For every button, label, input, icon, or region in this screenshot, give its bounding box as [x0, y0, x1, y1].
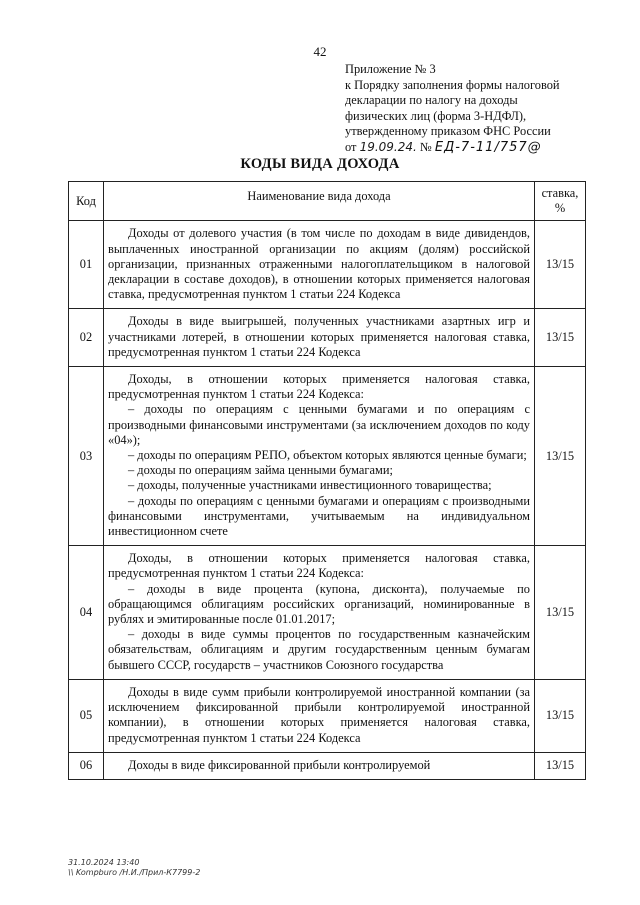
appendix-line-5: утвержденному приказом ФНС России [345, 124, 551, 138]
description-paragraph: Доходы от долевого участия (в том числе по доходам в виде дивидендов, выплаченных иностранной организации по акциям (долям) российской организации, признанных отраженными налогоплательщиком в налоговой декларации в составе доходов), в отношении которых применяется налоговая ставка, предусмотренная пунктом 1 статьи 224 Кодекса [108, 226, 530, 302]
appendix-line-4: физических лиц (форма 3-НДФЛ), [345, 108, 527, 123]
appendix-line-2: к Порядку заполнения формы налоговой [345, 77, 560, 92]
description-paragraph: Доходы в виде выигрышей, полученных участниками азартных игр и участниками лотерей, в отношении которых применяется налоговая ставка, предусмотренная пунктом 1 статьи 224 Кодекса [108, 314, 530, 359]
footer-file-path: \\ Kompburo /Н.И./Прил-К7799-2 [68, 868, 201, 877]
row-description [104, 679, 535, 752]
row-code: 05 [69, 679, 104, 752]
description-paragraph: Доходы, в отношении которых применяется налоговая ставка, предусмотренная пунктом 1 статьи 224 Кодекса: [108, 551, 530, 581]
row-code: 01 [69, 221, 104, 309]
document-title: КОДЫ ВИДА ДОХОДА [240, 156, 400, 172]
page-number: 42 [313, 44, 327, 59]
row-description [104, 367, 535, 546]
row-code: 04 [69, 546, 104, 680]
order-date-prefix: от [345, 139, 357, 154]
appendix-line-1: Приложение № 3 [345, 62, 436, 76]
description-paragraph: – доходы по операциям займа ценными бумагами; [128, 463, 393, 478]
description-paragraph: Доходы, в отношении которых применяется налоговая ставка, предусмотренная пунктом 1 статьи 224 Кодекса: [108, 372, 530, 402]
order-number-prefix: № [419, 139, 432, 154]
description-paragraph: Доходы в виде фиксированной прибыли контролируемой [128, 757, 431, 772]
table-row [69, 546, 586, 680]
appendix-order-line [345, 140, 625, 156]
header-rate-unit: % [554, 201, 566, 216]
footer-stamp [68, 858, 200, 878]
table-body [69, 221, 586, 780]
row-code: 03 [69, 367, 104, 546]
row-rate: 13/15 [535, 752, 586, 779]
table-row [69, 679, 586, 752]
row-rate: 13/15 [535, 309, 586, 367]
description-paragraph: – доходы по операциям РЕПО, объектом которых являются ценные бумаги; [128, 448, 527, 463]
appendix-block [345, 62, 625, 155]
header-code: Код [69, 182, 104, 221]
row-description [104, 221, 535, 309]
table-header-row [69, 182, 586, 221]
footer-timestamp: 31.10.2024 13:40 [68, 858, 140, 867]
row-rate: 13/15 [535, 221, 586, 309]
description-paragraph: – доходы по операциям с ценными бумагами и операциям с производными финансовыми инструментами, учитываемым на индивидуальном инвестиционном счете [108, 493, 530, 539]
header-name: Наименование вида дохода [104, 182, 535, 221]
order-number-handwritten: ЕД-7-11/757@ [434, 139, 542, 155]
description-paragraph: Доходы в виде сумм прибыли контролируемой иностранной компании (за исключением фиксированной прибыли контролируемой иностранной компании), в отношении которых применяется налоговая ставка, предусмотренная пунктом 1 статьи 224 Кодекса [108, 684, 530, 745]
row-description [104, 546, 535, 680]
description-paragraph: – доходы, полученные участниками инвестиционного товарищества; [128, 478, 492, 493]
appendix-line-3: декларации по налогу на доходы [345, 93, 518, 107]
order-date-handwritten: 19.09.24. [359, 139, 417, 154]
row-code: 02 [69, 309, 104, 367]
row-description [104, 752, 535, 779]
table-row [69, 309, 586, 367]
row-code: 06 [69, 752, 104, 779]
description-paragraph: – доходы в виде суммы процентов по государственным казначейским обязательствам, облигациям и другим государственным ценным бумагам бывшего СССР, государств – участников Союзного государства [108, 627, 530, 672]
description-paragraph: – доходы по операциям с ценными бумагами и по операциям с производными финансовыми инструментами (за исключением доходов по коду «04»); [108, 402, 530, 447]
row-rate: 13/15 [535, 679, 586, 752]
header-rate [535, 182, 586, 221]
table-row [69, 367, 586, 546]
description-paragraph: – доходы в виде процента (купона, дисконта), получаемые по обращающимся облигациям российских организаций, номинированные в рублях и эмитированные после 01.01.2017; [108, 581, 530, 627]
table-row [69, 221, 586, 309]
income-codes-table [68, 181, 586, 780]
header-rate-label: ставка, [541, 186, 579, 200]
row-description [104, 309, 535, 367]
table-row [69, 752, 586, 779]
row-rate: 13/15 [535, 546, 586, 680]
row-rate: 13/15 [535, 367, 586, 546]
